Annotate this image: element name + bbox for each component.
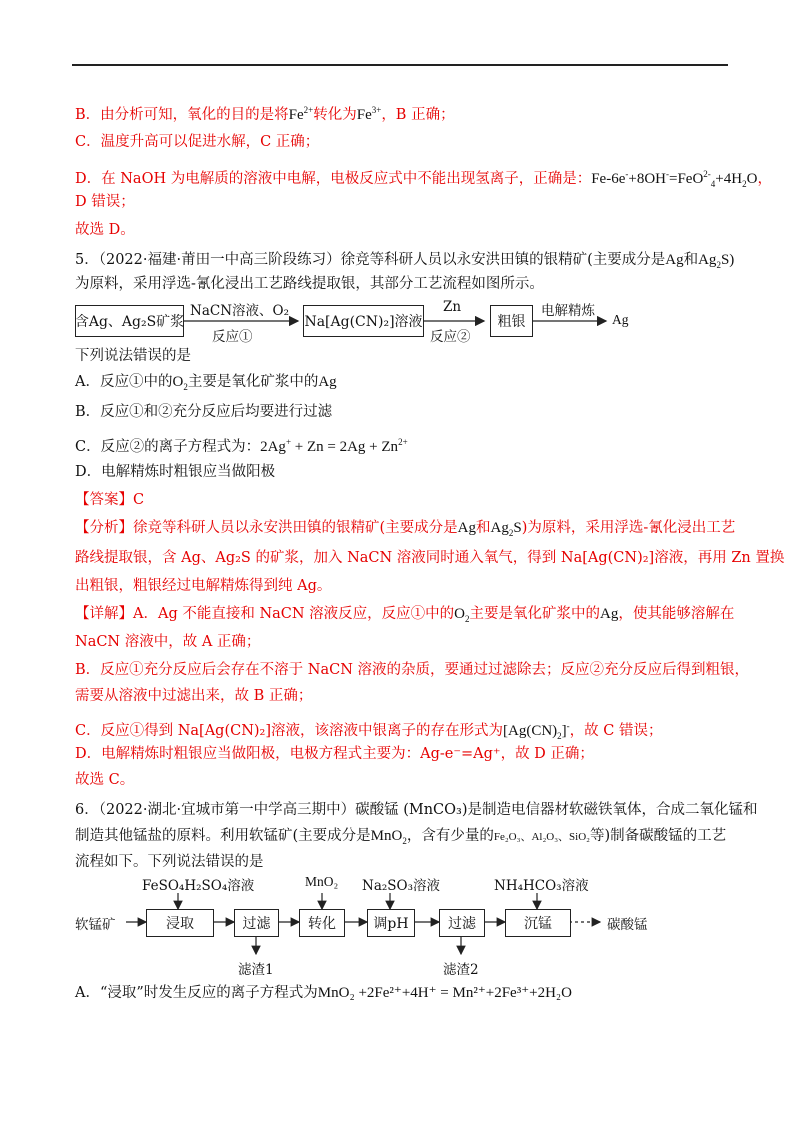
flow6-end-mnco3: 碳酸锰 [607, 917, 648, 933]
q5-analysis-line3: 出粗银，粗银经过电解精炼得到纯 Ag。 [75, 578, 332, 594]
q5-option-a: A．反应①中的$O_2$主要是氧化矿浆中的Ag [75, 374, 337, 392]
q5-option-d: D．电解精炼时粗银应当做阳极 [75, 464, 276, 480]
q5-choose: 故选 C。 [75, 772, 135, 788]
q5-detail-d: D．电解精炼时粗银应当做阳极，电极方程式主要为：Ag-e⁻=Ag⁺，故 D 正确； [75, 746, 594, 762]
flow6-start-ore: 软锰矿 [75, 917, 116, 933]
flow6-box-adjust-ph: 调pH [367, 909, 415, 937]
flow6-reagent-feso4: FeSO₄H₂SO₄溶液 [142, 878, 255, 894]
flow-reagent-zn: Zn [443, 299, 462, 315]
flow6-box-precipitate: 沉锰 [505, 909, 571, 937]
q5-analysis-line1: 【分析】徐竞等科研人员以永安洪田镇的银精矿(主要成分是Ag和$Ag_2S$)为原料，采用浮选-氰化浸出工艺 [75, 520, 736, 538]
option-b-explanation: B．由分析可知，氧化的目的是将$Fe^{2+}$转化为$Fe^{3+}$，B 正确； [75, 105, 455, 123]
q5-detail-a-cont: NaCN 溶液中，故 A 正确； [75, 634, 261, 650]
q6-option-a: A．“浸取”时发生反应的离子方程式为MnO₂ +2Fe²⁺+4H⁺ = Mn²⁺+2Fe³⁺+2H₂O [75, 985, 572, 1001]
flow6-residue1: 滤渣1 [238, 962, 274, 978]
q5-stem-line2: 为原料，采用浮选-氰化浸出工艺路线提取银，其部分工艺流程如图所示。 [75, 276, 544, 292]
flow-product-ag: Ag [612, 312, 629, 327]
flow6-reagent-na2so3: Na₂SO₃溶液 [362, 878, 441, 894]
option-c-explanation: C．温度升高可以促进水解，C 正确； [75, 134, 320, 150]
q6-stem-line1: 6．（2022·湖北·宜城市第一中学高三期中）碳酸锰 (MnCO₃)是制造电信器材软磁铁氧体，合成二氧化锰和 [75, 802, 758, 818]
q5-analysis-line2: 路线提取银，含 Ag、Ag₂S 的矿浆，加入 NaCN 溶液同时通入氧气，得到 Na[Ag(CN)₂]溶液，再用 Zn 置换 [75, 550, 785, 566]
q5-answer: 【答案】C [75, 492, 145, 508]
flow6-box-leach: 浸取 [146, 909, 214, 937]
q5-detail-a: 【详解】A．Ag 不能直接和 NaCN 溶液反应，反应①中的$O_2$主要是氧化矿浆中的Ag，使其能够溶解在 [75, 606, 735, 624]
flow6-box-convert: 转化 [299, 909, 345, 937]
flow6-reagent-nh4hco3: NH₄HCO₃溶液 [494, 878, 589, 894]
flow-reagent-nacn-o2: NaCN溶液、O₂ [190, 303, 289, 319]
flow-box-ore-slurry: 含Ag、Ag₂S矿浆 [75, 305, 184, 337]
choose-d: 故选 D。 [75, 222, 135, 238]
q5-option-c: C．反应②的离子方程式为：$2Ag^+ + Zn = 2Ag + Zn^{2+}$ [75, 437, 408, 455]
flow6-box-filter2: 过滤 [439, 909, 485, 937]
q5-option-b: B．反应①和②充分反应后均要进行过滤 [75, 404, 333, 420]
q6-stem-line2: 制造其他锰盐的原料。利用软锰矿(主要成分是MnO$_2$，含有少量的Fe₂O₃、Al₂O₃、SiO₂等)制备碳酸锰的工艺 [75, 828, 727, 846]
q5-stem-line1: 5．（2022·福建·莆田一中高三阶段练习）徐竞等科研人员以永安洪田镇的银精矿(主要成分是Ag和$Ag_2S$) [75, 252, 735, 270]
flow-reaction-1: 反应① [212, 329, 253, 345]
flow-box-complex-solution: Na[Ag(CN)₂]溶液 [303, 305, 424, 337]
flow6-box-filter1: 过滤 [234, 909, 279, 937]
option-d-explanation: D．在 NaOH 为电解质的溶液中电解，电极反应式中不能出现氢离子，正确是：$Fe-6e^-+8OH^-=FeO^{2-}_4+4H_2O$， [75, 169, 772, 189]
q5-detail-b-cont: 需要从溶液中过滤出来，故 B 正确； [75, 688, 313, 704]
q5-detail-c: C．反应①得到 Na[Ag(CN)₂]溶液，该溶液中银离子的存在形式为$[Ag(CN)_2]^-$，故 C 错误； [75, 721, 663, 741]
option-d-explanation-cont: D 错误； [75, 194, 135, 210]
q5-detail-b: B．反应①充分反应后会存在不溶于 NaCN 溶液的杂质，要通过过滤除去；反应②充分反应后得到粗银， [75, 662, 749, 678]
q5-question: 下列说法错误的是 [75, 348, 191, 364]
q6-stem-line3: 流程如下。下列说法错误的是 [75, 854, 264, 870]
flow-electrorefining: 电解精炼 [541, 303, 595, 319]
flow6-reagent-mno2: MnO₂ [305, 874, 339, 889]
flow6-residue2: 滤渣2 [443, 962, 479, 978]
flow-box-crude-silver: 粗银 [490, 305, 533, 337]
flow-reaction-2: 反应② [430, 329, 471, 345]
